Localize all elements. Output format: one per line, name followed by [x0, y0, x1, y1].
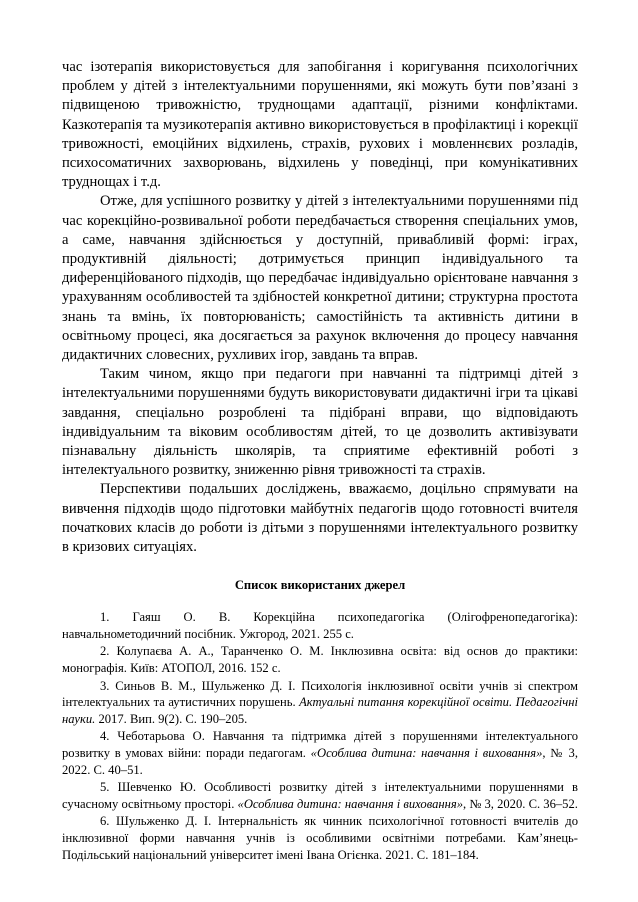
references-heading: Список використаних джерел [234, 578, 406, 593]
reference-item-6 [62, 813, 578, 863]
reference-source: «Особлива дитина: навчання і виховання» [237, 796, 464, 811]
reference-source: «Особлива дитина: навчання і виховання» [310, 746, 543, 761]
body-paragraph-4: Перспективи подальших досліджень, вважаємо, доцільно спрямувати на вивчення підходів щодо підготовки майбутніх педагогів щодо готовності вчителя початкових класів до роботи із дітьми з порушеннями інтелектуального розвитку в кризових ситуаціях. [62, 481, 578, 556]
reference-item-4 [62, 728, 578, 778]
document-page [62, 58, 578, 863]
reference-text: 1. Гаяш О. В. Корекційна психопедагогіка (Олігофренопедагогіка): навчальнометодичний посібник. Ужгород, 2021. 255 с. [62, 610, 578, 641]
reference-item-3 [62, 678, 578, 728]
reference-details: 2017. Вип. 9(2). С. 190–205. [95, 711, 248, 726]
reference-text: 2. Колупаєва А. А., Таранченко О. М. Інклюзивна освіта: від основ до практики: монографія. Київ: АТОПОЛ, 2016. 152 с. [62, 644, 578, 676]
reference-text: 5. Шевченко Ю. Особливості розвитку дітей з інтелектуальними порушеннями в сучасному освітньому просторі. [62, 780, 578, 811]
body-paragraph-1: час ізотерапія використовується для запобігання і коригування психологічних проблем у дітей з інтелектуальними порушеннями, які можуть бути пов’язані з підвищеною тривожністю, труднощами адаптації, різними конфліктами. Казкотерапія та музикотерапія активно використовується в профілактиці і корекції тривожності, емоційних відхилень, страхів, рухових і мовленнєвих розладів, психосоматичних захворювань, відхилень у поведінці, при комунікативних труднощах і т.д. [62, 59, 578, 191]
body-paragraph-3: Таким чином, якщо при педагоги при навчанні та підтримці дітей з інтелектуальними порушеннями будуть використовувати дидактичні ігри та цікаві завдання, спеціально розроблені та підібрані вправи, що відповідають індивідуальним та віковим особливостям дітей, то це дозволить активізувати пізнавальну діяльність школярів, та сприятиме ефективній роботі з інтелектуального розвитку, зниженню рівня тривожності та страхів. [62, 366, 578, 479]
reference-text: 4. Чеботарьова О. Навчання та підтримка дітей з порушеннями інтелектуального розвитку в умовах війни: поради педагогам. [62, 729, 578, 761]
reference-details: , № 3, 2022. С. 40–51. [62, 746, 578, 777]
reference-source: Актуальні питання корекційної освіти. Педагогічні науки. [62, 695, 578, 726]
reference-item-1 [62, 609, 578, 642]
reference-item-5 [62, 779, 578, 812]
reference-item-2 [62, 643, 578, 676]
reference-text: 3. Синьов В. М., Шульженко Д. І. Психологія інклюзивної освіти учнів зі спектром інтелектуальних та аутистичних порушень. [62, 678, 578, 710]
reference-details: , № 3, 2020. С. 36–52. [463, 796, 578, 811]
reference-text: 6. Шульженко Д. І. Інтернальність як чинник психологічної готовності вчителів до інклюзивної форми навчання учнів із особливими освітніми потребами. Кам’янець-Подільський національний університет імені Івана Огієнка. 2021. С. 181–184. [62, 814, 578, 862]
references-list [62, 609, 578, 863]
body-paragraph-2: Отже, для успішного розвитку у дітей з інтелектуальними порушеннями під час корекційно-розвивальної роботи передбачається створення спеціальних умов, а саме, навчання здійснюється у доступній, привабливій формі: іграх, продуктивній діяльності; дотримується принцип індивідуального та диференційованого підходів, що передбачає індивідуально орієнтоване навчання з урахуванням особливостей та здібностей конкретної дитини; структурна простота знань та вмінь, їх повторюваність; самостійність та активність дитини в освітньому процесі, яка досягається за рахунок включення до процесу навчання дидактичних словесних, рухливих ігор, завдань та вправ. [62, 193, 578, 364]
